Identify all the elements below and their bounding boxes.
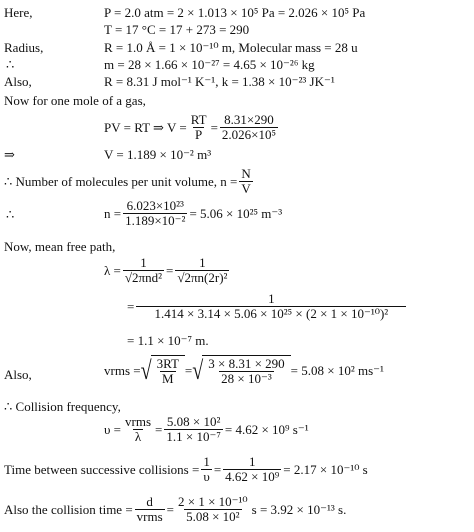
equation-pressure: P = 2.0 atm = 2 × 1.013 × 10⁵ Pa = 2.026 × 10⁵ Pa — [104, 5, 366, 20]
equation-radius: R = 1.0 Å = 1 × 10⁻¹⁰ m, Molecular mass = 28 u — [104, 40, 358, 55]
fraction-denominator: vrms — [136, 509, 163, 524]
fraction-denominator: 28 × 10⁻³ — [221, 371, 272, 386]
text-mean-free-path: Now, mean free path, — [4, 239, 116, 254]
equals-sign: = — [213, 462, 222, 477]
fraction-numerator: 1 — [268, 291, 275, 306]
fraction-numerator: vrms — [125, 414, 152, 429]
fraction-one-over-nu — [201, 455, 212, 484]
equation-collision-time — [4, 495, 346, 524]
equals-sign: = — [210, 120, 218, 135]
vrms-lhs: vrms = — [104, 363, 141, 378]
radical-sign: √ — [192, 356, 204, 385]
fraction-numerator: 1 — [203, 454, 210, 469]
frequency-result: = 4.62 × 10⁹ s⁻¹ — [224, 422, 309, 437]
text-one-mole: Now for one mole of a gas, — [4, 93, 146, 108]
equals-sign: = — [166, 502, 174, 517]
fraction-denominator: 1.414 × 3.14 × 5.06 × 10²⁵ × (2 × 1 × 10⁻¹⁰)² — [136, 306, 406, 321]
fraction-numerator: 1 — [140, 255, 147, 270]
fraction-numerator: 1 — [199, 255, 206, 270]
fraction-vrms-values — [206, 357, 286, 386]
label-also-vrms: Also, — [4, 367, 32, 382]
fraction-denominator: 1.1 × 10⁻⁷ — [166, 429, 221, 444]
n-result: = 5.06 × 10²⁵ m⁻³ — [189, 206, 283, 221]
radical-sign: √ — [140, 356, 152, 385]
time-between-result: = 2.17 × 10⁻¹⁰ s — [283, 462, 368, 477]
equation-lambda-result: = 1.1 × 10⁻⁷ m. — [127, 333, 209, 348]
equation-vrms — [104, 355, 384, 386]
equation-volume-result: V = 1.189 × 10⁻² m³ — [104, 147, 212, 162]
fraction-lambda-formula — [123, 256, 164, 285]
fraction-denominator: 2.026×10⁵ — [221, 127, 277, 142]
equation-collision-frequency — [104, 415, 309, 444]
text-number-density — [4, 167, 255, 196]
vrms-result: = 5.08 × 10² ms⁻¹ — [290, 363, 384, 378]
sqrt-vrms-values — [192, 355, 290, 386]
fraction-d-over-vrms — [135, 495, 165, 524]
fraction-numerator: 3 × 8.31 × 290 — [208, 356, 285, 371]
equals-sign: = — [166, 263, 174, 278]
label-also: Also, — [4, 74, 32, 89]
fraction-rt-over-p — [189, 113, 209, 142]
equation-lambda-values — [127, 292, 408, 321]
fraction-denominator: M — [161, 371, 174, 386]
time-between-label: Time between successive collisions = — [4, 462, 200, 477]
fraction-collision-time-values — [176, 495, 250, 524]
fraction-numerator: 6.023×10²³ — [126, 198, 184, 213]
equation-gas-constants: R = 8.31 J mol⁻¹ K⁻¹, k = 1.38 × 10⁻²³ JK⁻¹ — [104, 74, 335, 89]
equation-temperature: T = 17 °C = 17 + 273 = 290 — [104, 22, 250, 37]
collision-time-label: Also the collision time = — [4, 502, 133, 517]
fraction-numerator: d — [146, 494, 153, 509]
fraction-denominator: 4.62 × 10⁹ — [225, 469, 280, 484]
text-collision-frequency: ∴ Collision frequency, — [4, 399, 121, 414]
equals-sign: = — [155, 422, 163, 437]
equation-mass: m = 28 × 1.66 × 10⁻²⁷ = 4.65 × 10⁻²⁶ kg — [104, 57, 315, 72]
label-radius: Radius, — [4, 40, 44, 55]
equals-sign: = — [184, 363, 193, 378]
fraction-numerator: RT — [190, 112, 207, 127]
fraction-numerator: 2 × 1 × 10⁻¹⁰ — [178, 494, 248, 509]
fraction-numerator: 1 — [248, 454, 256, 469]
equals-sign: = — [127, 299, 135, 314]
nu-lhs: υ = — [104, 422, 122, 437]
fraction-3rt-m — [155, 357, 181, 386]
equation-volume-derivation — [104, 113, 280, 142]
fraction-volume-values — [220, 113, 278, 142]
label-therefore-mass: ∴ — [6, 57, 15, 72]
sqrt-3rt-over-m — [141, 355, 185, 386]
fraction-denominator: P — [195, 127, 203, 142]
number-density-label: ∴ Number of molecules per unit volume, n = — [4, 174, 238, 189]
fraction-denominator: √2πnd² — [124, 270, 162, 285]
fraction-denominator: 5.08 × 10² — [186, 509, 240, 524]
n-lhs: n = — [104, 206, 122, 221]
fraction-frequency-values — [164, 415, 222, 444]
label-implies: ⇒ — [4, 147, 15, 162]
equation-lambda — [104, 256, 231, 285]
collision-time-result: s = 3.92 × 10⁻¹³ s. — [251, 502, 347, 517]
fraction-avogadro-over-volume — [123, 199, 187, 228]
fraction-numerator: 3RT — [156, 356, 179, 371]
label-here: Here, — [4, 5, 33, 20]
fraction-lambda-radius — [175, 256, 229, 285]
lambda-lhs: λ = — [104, 263, 121, 278]
volume-lhs: PV = RT ⇒ V = — [104, 120, 187, 135]
fraction-denominator: λ — [134, 429, 142, 444]
fraction-denominator: V — [241, 181, 251, 196]
fraction-lambda-numeric — [136, 292, 406, 321]
equation-number-density — [104, 199, 282, 228]
fraction-denominator: 1.189×10⁻² — [125, 213, 186, 228]
fraction-numerator: N — [241, 166, 251, 181]
fraction-vrms-over-lambda — [123, 415, 153, 444]
fraction-denominator: √2πn(2r)² — [177, 270, 228, 285]
label-therefore-n: ∴ — [6, 207, 15, 222]
fraction-numerator: 8.31×290 — [224, 112, 274, 127]
fraction-time-values — [223, 455, 281, 484]
fraction-denominator: υ — [203, 469, 210, 484]
equation-time-between-collisions — [4, 455, 368, 484]
fraction-numerator: 5.08 × 10² — [166, 414, 221, 429]
fraction-n-over-v — [239, 167, 252, 196]
